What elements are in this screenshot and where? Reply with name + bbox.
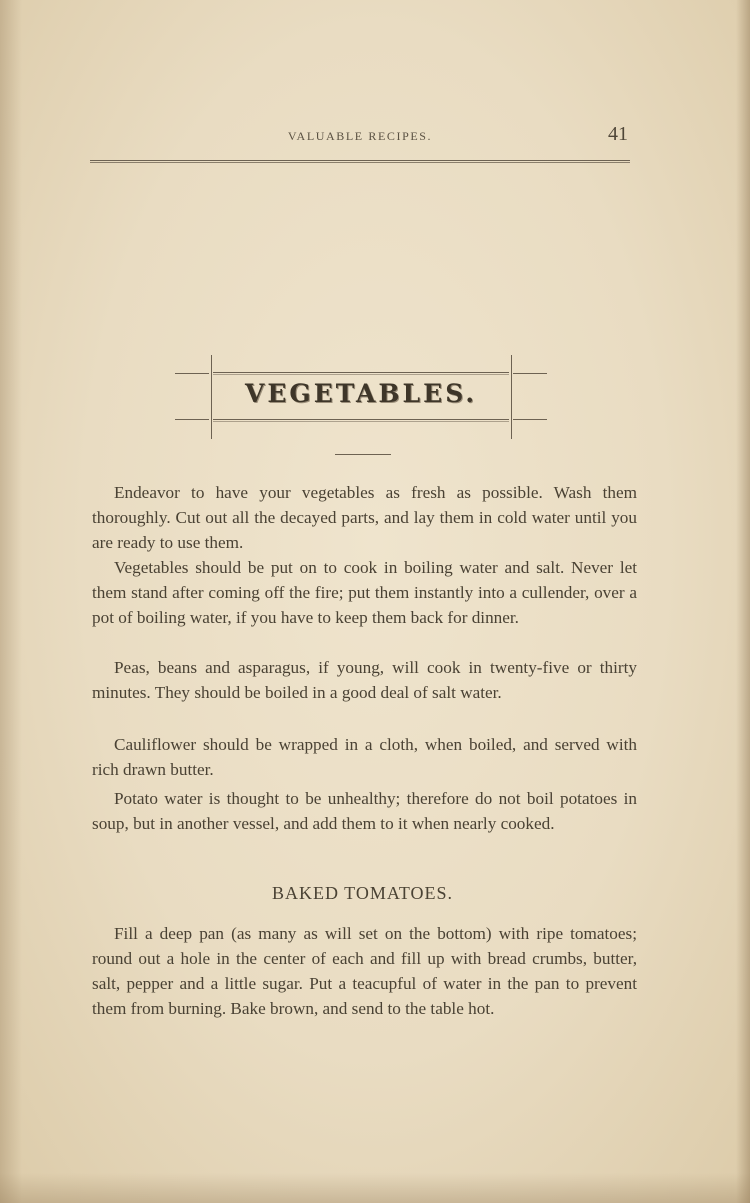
frame-stub-bottom-left — [175, 419, 209, 420]
paragraph-potato-water: Potato water is thought to be unhealthy; therefore do not boil potatoes in soup, but in another vessel, and add them to it when nearly cooked. — [92, 789, 637, 833]
frame-stub-bottom-right — [513, 419, 547, 420]
recipe-title: BAKED TOMATOES. — [271, 883, 454, 903]
frame-stub-top-right — [513, 373, 547, 374]
header-rule — [90, 160, 630, 163]
paragraph-fresh-vegetables: Endeavor to have your vegetables as fresh as possible. Wash them thoroughly. Cut out all the decayed parts, and lay them in cold water until you are ready to use them. — [92, 483, 637, 552]
frame-rule-bottom-inner — [213, 421, 509, 422]
paragraph-cauliflower: Cauliflower should be wrapped in a cloth, when boiled, and served with rich drawn butter. — [92, 735, 637, 779]
page-edge-left — [0, 0, 22, 1203]
section-title: VEGETABLES. — [244, 379, 478, 408]
page-number: 41 — [608, 123, 628, 145]
title-underline-rule — [335, 454, 391, 455]
frame-rule-left — [211, 355, 212, 439]
frame-rule-top — [213, 372, 509, 373]
frame-rule-right — [511, 355, 512, 439]
paragraph-boiling-water: Vegetables should be put on to cook in boiling water and salt. Never let them stand after coming off the fire; put them instantly into a cullender, over a pot of boiling water, if you have to keep them back for dinner. — [92, 558, 637, 627]
page-edge-bottom — [0, 1173, 750, 1203]
running-title: VALUABLE RECIPES. — [287, 129, 433, 143]
recipe-text: Fill a deep pan (as many as will set on the bottom) with ripe tomatoes; round out a hole in the center of each and fill up with bread crumbs, butter, salt, pepper and a little sugar. Put a teacupful of water in the pan to prevent them from burning. Bake brown, and send to the table hot. — [92, 924, 637, 1018]
frame-rule-bottom — [213, 419, 509, 420]
running-header — [90, 123, 630, 149]
frame-stub-top-left — [175, 373, 209, 374]
page-edge-right — [736, 0, 750, 1203]
title-ornament-frame — [175, 355, 547, 439]
frame-rule-top-inner — [213, 374, 509, 375]
paragraph-peas-beans: Peas, beans and asparagus, if young, will cook in twenty-five or thirty minutes. They should be boiled in a good deal of salt water. — [92, 658, 637, 702]
